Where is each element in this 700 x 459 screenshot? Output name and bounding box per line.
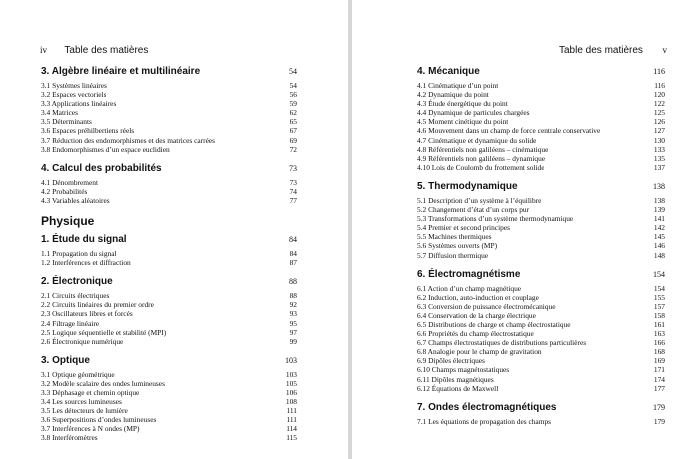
- toc-entry-page-number: 95: [289, 318, 297, 328]
- part-title-physique: Physique: [41, 214, 95, 229]
- chapter-title: 1. Étude du signal: [41, 234, 127, 246]
- toc-entry-title: 4.7 Cinématique et dynamique du solide: [417, 135, 537, 145]
- toc-entry-page-number: 120: [653, 90, 665, 100]
- toc-entry-page-number: 177: [653, 383, 665, 393]
- toc-entry-page-number: 122: [653, 99, 665, 109]
- toc-entry: [41, 145, 297, 154]
- chapter-heading: [417, 402, 665, 413]
- chapter-title: 4. Calcul des probabilités: [41, 162, 162, 174]
- toc-entry-title: 4.3 Étude énergétique du point: [417, 99, 508, 109]
- toc-entry: [41, 388, 297, 397]
- toc-entry: [417, 90, 665, 99]
- toc-entry-page-number: 67: [289, 126, 297, 136]
- toc-entry-page-number: 114: [286, 424, 297, 434]
- toc-entry: [41, 99, 297, 108]
- chapter-heading: [417, 181, 665, 192]
- toc-entry: [417, 251, 665, 260]
- toc-entry: [41, 433, 297, 442]
- toc-entry-page-number: 97: [289, 327, 297, 337]
- toc-entry: [41, 136, 297, 145]
- chapter-heading: [41, 234, 297, 245]
- chapter-page-number: 84: [289, 235, 297, 245]
- toc-entry-page-number: 154: [653, 283, 665, 293]
- toc-entry: [417, 205, 665, 214]
- toc-entry: [41, 258, 297, 267]
- toc-entry-title: 2.5 Logique séquentielle et stabilité (MPI): [41, 327, 167, 337]
- toc-entry: [417, 108, 665, 117]
- toc-entry-page-number: 77: [289, 195, 297, 205]
- right-page: [352, 0, 700, 459]
- toc-entry: [41, 415, 297, 424]
- toc-entry-page-number: 169: [653, 356, 665, 366]
- toc-entry-page-number: 93: [289, 309, 297, 319]
- toc-entry-page-number: 146: [653, 241, 665, 251]
- toc-entry-page-number: 135: [653, 153, 665, 163]
- toc-entry-title: 3.1 Optique géométrique: [41, 369, 115, 379]
- toc-entry-title: 5.3 Transformations d’un système thermodynamique: [417, 214, 574, 224]
- toc-entry-title: 6.4 Conservation de la charge électrique: [417, 310, 536, 320]
- toc-entry: [41, 196, 297, 205]
- chapter-page-number: 88: [289, 277, 297, 287]
- toc-entry-title: 5.7 Diffusion thermique: [417, 250, 489, 260]
- toc-entry-page-number: 103: [285, 369, 297, 379]
- toc-entry-page-number: 166: [653, 338, 665, 348]
- toc-entry-title: 5.4 Premier et second principes: [417, 223, 510, 233]
- toc-entry-page-number: 125: [653, 108, 665, 118]
- toc-entry-page-number: 171: [653, 365, 665, 375]
- toc-entry-title: 3.2 Espaces vectoriels: [41, 90, 107, 100]
- toc-entry: [41, 328, 297, 337]
- toc-entry-title: 6.2 Induction, auto-induction et couplage: [417, 292, 539, 302]
- chapter-heading: [41, 66, 297, 77]
- left-header-page-number: iv: [40, 45, 48, 55]
- right-header-page-number: v: [662, 45, 667, 55]
- chapter-heading: [417, 269, 665, 280]
- toc-entry: [41, 424, 297, 433]
- right-running-header: [559, 45, 667, 56]
- chapter-page-number: 138: [653, 181, 665, 191]
- toc-entry: [41, 126, 297, 135]
- left-physique-chapter-3: [41, 355, 297, 443]
- toc-entry-page-number: 56: [289, 90, 297, 100]
- toc-entry-title: 4.8 Référentiels non galiléens – cinématique: [417, 144, 549, 154]
- toc-entry-page-number: 92: [289, 300, 297, 310]
- toc-entry: [41, 108, 297, 117]
- toc-entry-title: 3.6 Superpositions d’ondes lumineuses: [41, 415, 157, 425]
- toc-entry-page-number: 127: [653, 126, 665, 136]
- chapter-page-number: 179: [653, 402, 665, 412]
- toc-entry: [41, 379, 297, 388]
- toc-entry-page-number: 141: [653, 214, 665, 224]
- toc-entry-page-number: 174: [653, 374, 665, 384]
- chapter-title: 2. Électronique: [41, 276, 113, 288]
- toc-entry-title: 3.1 Systèmes linéaires: [41, 81, 107, 90]
- toc-entry-title: 3.5 Les détecteurs de lumière: [41, 406, 128, 416]
- toc-entry-page-number: 88: [289, 291, 297, 301]
- toc-entry-title: 6.8 Analogie pour le champ de gravitation: [417, 347, 542, 357]
- toc-entry: [417, 163, 665, 172]
- toc-entry-page-number: 111: [286, 406, 297, 416]
- toc-entry: [41, 319, 297, 328]
- left-physique-chapter-1: [41, 234, 297, 267]
- toc-entry: [41, 370, 297, 379]
- toc-entry-title: 4.4 Dynamique de particules chargées: [417, 108, 530, 118]
- toc-entry: [41, 309, 297, 318]
- chapter-heading: [417, 66, 665, 77]
- toc-entry-title: 6.9 Dipôles électriques: [417, 356, 485, 366]
- toc-entry-title: 6.12 Équations de Maxwell: [417, 383, 499, 393]
- toc-entry-page-number: 157: [653, 301, 665, 311]
- toc-entry-page-number: 84: [289, 249, 297, 259]
- left-header-title: Table des matières: [64, 45, 149, 56]
- toc-entry-title: 3.8 Interféromètres: [41, 433, 98, 443]
- toc-entry-title: 4.1 Dénombrement: [41, 177, 99, 187]
- toc-entry-title: 3.7 Interférences à N ondes (MP): [41, 424, 140, 434]
- toc-entry-title: 6.5 Distributions de charge et champ électrostatique: [417, 319, 571, 329]
- right-chapter-4: [417, 402, 665, 426]
- toc-entry-page-number: 145: [653, 232, 665, 242]
- toc-entry: [41, 90, 297, 99]
- toc-entry: [41, 300, 297, 309]
- toc-entry-page-number: 163: [653, 329, 665, 339]
- right-chapter-2: [417, 181, 665, 260]
- chapter-title: 5. Thermodynamique: [417, 180, 518, 192]
- toc-entry-title: 6.7 Champs électrostatiques de distributions particulières: [417, 338, 587, 348]
- chapter-title: 3. Optique: [41, 354, 90, 366]
- left-running-header: [40, 45, 148, 56]
- toc-entry-page-number: 105: [285, 378, 297, 388]
- toc-entry-page-number: 139: [653, 205, 665, 215]
- toc-entry: [41, 291, 297, 300]
- toc-entry-title: 2.6 Électronique numérique: [41, 336, 124, 346]
- toc-entry-page-number: 158: [653, 310, 665, 320]
- toc-entry-title: 2.2 Circuits linéaires du premier ordre: [41, 300, 154, 310]
- toc-entry: [417, 232, 665, 241]
- chapter-page-number: 116: [653, 67, 665, 76]
- toc-entry: [417, 365, 665, 374]
- toc-entry: [41, 397, 297, 406]
- chapter-page-number: 54: [289, 67, 297, 76]
- toc-entry-page-number: 161: [653, 319, 665, 329]
- toc-entry-page-number: 155: [653, 292, 665, 302]
- toc-entry-page-number: 72: [289, 144, 297, 154]
- toc-entry-title: 1.1 Propagation du signal: [41, 249, 117, 259]
- toc-entry: [417, 196, 665, 205]
- toc-entry: [417, 347, 665, 356]
- toc-entry-title: 6.6 Propriétés du champ électrostatique: [417, 329, 534, 339]
- toc-entry: [417, 223, 665, 232]
- toc-entry-page-number: 126: [653, 117, 665, 127]
- toc-entry-title: 5.6 Systèmes ouverts (MP): [417, 241, 498, 251]
- toc-entry-title: 5.2 Changement d’état d’un corps pur: [417, 205, 530, 215]
- toc-entry-title: 1.2 Interférences et diffraction: [41, 258, 131, 268]
- toc-entry-title: 4.2 Dynamique du point: [417, 90, 489, 100]
- toc-entry-title: 2.3 Oscillateurs libres et forcés: [41, 309, 133, 319]
- toc-entry-title: 6.10 Champs magnétostatiques: [417, 365, 510, 375]
- toc-entry: [41, 178, 297, 187]
- toc-entry: [417, 293, 665, 302]
- toc-entry-title: 4.10 Lois de Coulomb du frottement solide: [417, 162, 545, 172]
- toc-entry: [417, 117, 665, 126]
- toc-entry-title: 3.4 Matrices: [41, 108, 78, 118]
- toc-entry: [41, 81, 297, 90]
- toc-entry-page-number: 106: [285, 387, 297, 397]
- toc-entry: [417, 154, 665, 163]
- toc-entry: [417, 136, 665, 145]
- toc-entry: [41, 337, 297, 346]
- toc-entry-page-number: 116: [654, 81, 665, 90]
- toc-entry-title: 4.3 Variables aléatoires: [41, 195, 110, 205]
- toc-entry-page-number: 111: [286, 415, 297, 425]
- chapter-title: 7. Ondes électromagnétiques: [417, 401, 557, 413]
- toc-entry-title: 5.1 Description d’un système à l’équilibre: [417, 195, 542, 205]
- toc-entry: [417, 356, 665, 365]
- toc-entry: [417, 99, 665, 108]
- toc-entry-title: 3.3 Applications linéaires: [41, 99, 117, 109]
- toc-entry-title: 4.9 Référentiels non galiléens – dynamique: [417, 153, 546, 163]
- toc-entry-page-number: 138: [653, 195, 665, 205]
- toc-entry: [417, 241, 665, 250]
- toc-entry: [41, 249, 297, 258]
- toc-entry: [417, 375, 665, 384]
- toc-entry: [417, 284, 665, 293]
- toc-entry-title: 3.7 Réduction des endomorphismes et des matrices carrées: [41, 135, 216, 145]
- toc-entry-page-number: 130: [653, 135, 665, 145]
- toc-entry-title: 5.5 Machines thermiques: [417, 232, 492, 242]
- toc-entry: [417, 384, 665, 393]
- toc-entry-page-number: 148: [653, 250, 665, 260]
- left-page: [0, 0, 348, 459]
- toc-entry-title: 6.11 Dipôles magnétiques: [417, 374, 494, 384]
- toc-entry-page-number: 108: [285, 397, 297, 407]
- toc-entry: [41, 406, 297, 415]
- toc-entry-page-number: 179: [653, 416, 665, 426]
- toc-entry-title: 4.2 Probabilités: [41, 186, 88, 196]
- toc-entry: [417, 145, 665, 154]
- toc-entry-title: 7.1 Les équations de propagation des champs: [417, 416, 552, 426]
- toc-entry: [417, 302, 665, 311]
- toc-entry: [417, 417, 665, 426]
- left-chapter-2: [41, 163, 297, 205]
- toc-entry-page-number: 62: [289, 108, 297, 118]
- toc-entry-page-number: 137: [653, 162, 665, 172]
- toc-entry: [417, 320, 665, 329]
- toc-entry-page-number: 54: [289, 81, 297, 90]
- left-physique-chapter-2: [41, 276, 297, 346]
- toc-entry-title: 2.1 Circuits électriques: [41, 291, 110, 301]
- toc-entry: [417, 311, 665, 320]
- toc-entry-title: 6.1 Action d’un champ magnétique: [417, 283, 522, 293]
- chapter-page-number: 103: [285, 355, 297, 365]
- right-chapter-3: [417, 269, 665, 393]
- toc-entry-page-number: 73: [289, 177, 297, 187]
- toc-entry-page-number: 168: [653, 347, 665, 357]
- toc-entry-title: 4.5 Moment cinétique du point: [417, 117, 509, 127]
- right-header-title: Table des matières: [559, 45, 643, 56]
- chapter-heading: [41, 163, 297, 174]
- toc-entry-page-number: 74: [289, 186, 297, 196]
- toc-entry-page-number: 87: [289, 258, 297, 268]
- toc-entry-title: 3.5 Déterminants: [41, 117, 92, 127]
- toc-entry-page-number: 69: [289, 135, 297, 145]
- chapter-page-number: 154: [653, 269, 665, 279]
- toc-entry: [417, 126, 665, 135]
- toc-entry: [417, 214, 665, 223]
- toc-entry-page-number: 59: [289, 99, 297, 109]
- toc-entry-title: 6.3 Conversion de puissance électromécanique: [417, 301, 556, 311]
- toc-entry-title: 3.3 Déphasage et chemin optique: [41, 387, 140, 397]
- toc-entry-page-number: 99: [289, 336, 297, 346]
- toc-entry: [417, 329, 665, 338]
- toc-entry-title: 4.6 Mouvement dans un champ de force centrale conservative: [417, 126, 601, 136]
- right-toc: [417, 66, 665, 435]
- chapter-heading: [41, 276, 297, 287]
- toc-entry-page-number: 65: [289, 117, 297, 127]
- toc-entry-title: 3.6 Espaces préhilbertiens réels: [41, 126, 135, 136]
- toc-entry-title: 3.2 Modèle scalaire des ondes lumineuses: [41, 378, 165, 388]
- left-chapter-1: [41, 66, 297, 154]
- chapter-page-number: 73: [289, 163, 297, 173]
- toc-entry-page-number: 115: [286, 433, 297, 443]
- toc-entry: [417, 81, 665, 90]
- toc-entry-title: 4.1 Cinématique d’un point: [417, 81, 499, 90]
- toc-entry-page-number: 142: [653, 223, 665, 233]
- toc-entry: [41, 117, 297, 126]
- toc-entry-title: 2.4 Filtrage linéaire: [41, 318, 100, 328]
- chapter-title: 4. Mécanique: [417, 66, 480, 77]
- chapter-title: 6. Électromagnétisme: [417, 268, 521, 280]
- toc-entry-title: 3.4 Les sources lumineuses: [41, 397, 122, 407]
- toc-entry-page-number: 133: [653, 144, 665, 154]
- left-toc: [41, 66, 297, 452]
- right-chapter-1: [417, 66, 665, 172]
- toc-entry: [417, 338, 665, 347]
- chapter-title: 3. Algèbre linéaire et multilinéaire: [41, 66, 201, 77]
- toc-entry-title: 3.8 Endomorphismes d’un espace euclidien: [41, 144, 170, 154]
- chapter-heading: [41, 355, 297, 366]
- toc-entry: [41, 187, 297, 196]
